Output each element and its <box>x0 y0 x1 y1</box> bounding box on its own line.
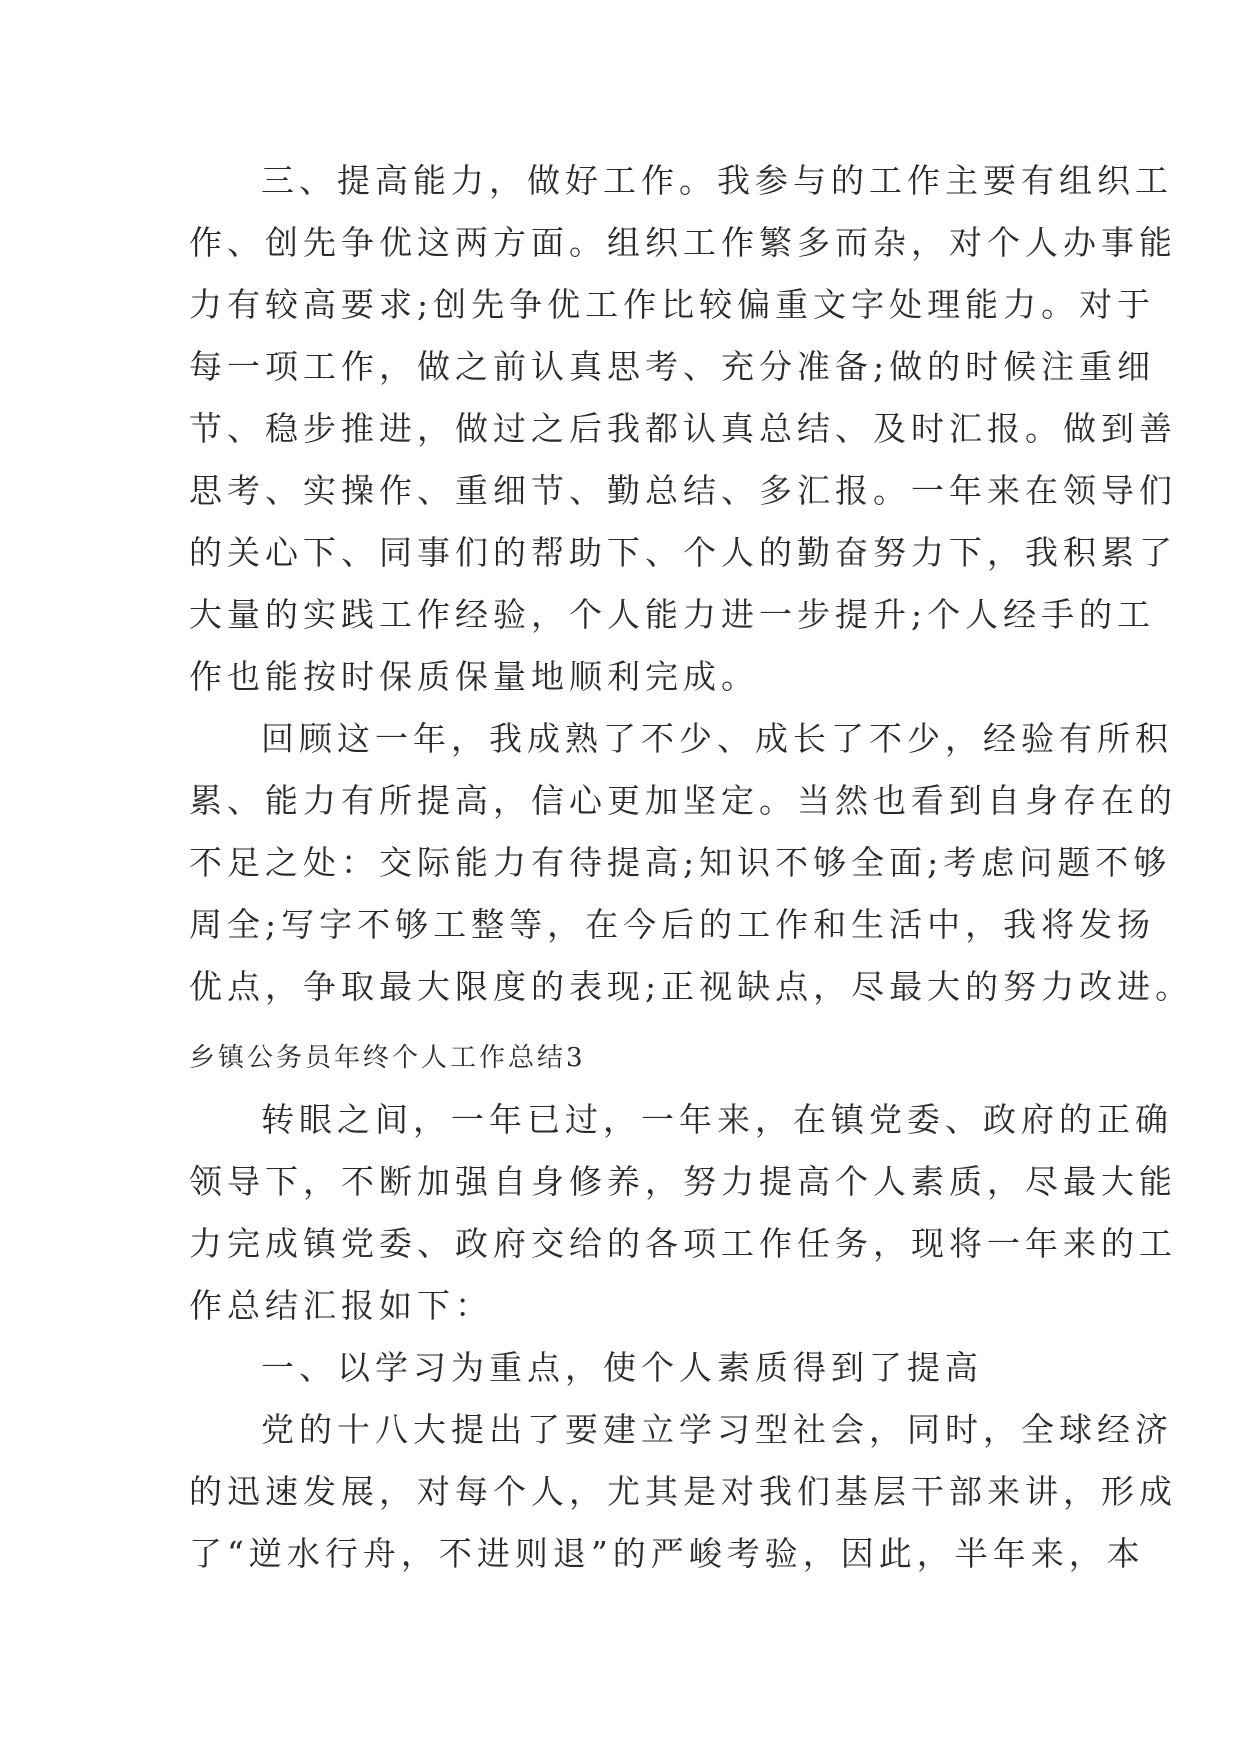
paragraph-line: 三、提高能力，做好工作。我参与的工作主要有组织工 <box>261 161 1173 200</box>
paragraph-line: 作总结汇报如下： <box>189 1286 493 1325</box>
paragraph-line: 党的十八大提出了要建立学习型社会，同时，全球经济 <box>261 1410 1173 1449</box>
paragraph-line: 的迅速发展，对每个人，尤其是对我们基层干部来讲，形成 <box>189 1472 1177 1511</box>
paragraph-line: 思考、实操作、重细节、勤总结、多汇报。一年来在领导们 <box>189 471 1177 510</box>
subheading-line: 一、以学习为重点，使个人素质得到了提高 <box>261 1348 983 1387</box>
paragraph-line: 作、创先争优这两方面。组织工作繁多而杂，对个人办事能 <box>189 223 1177 262</box>
paragraph-line: 大量的实践工作经验，个人能力进一步提升;个人经手的工 <box>189 595 1156 634</box>
paragraph-line: 节、稳步推进，做过之后我都认真总结、及时汇报。做到善 <box>189 409 1177 448</box>
section-heading: 乡镇公务员年终个人工作总结3 <box>189 1043 586 1073</box>
paragraph-line: 周全;写字不够工整等，在今后的工作和生活中，我将发扬 <box>189 905 1156 944</box>
paragraph-line: 每一项工作，做之前认真思考、充分准备;做的时候注重细 <box>189 347 1156 386</box>
paragraph-line: 优点，争取最大限度的表现;正视缺点，尽最大的努力改进。 <box>189 967 1194 1006</box>
paragraph-line: 力有较高要求;创先争优工作比较偏重文字处理能力。对于 <box>189 285 1156 324</box>
paragraph-line: 领导下，不断加强自身修养，努力提高个人素质，尽最大能 <box>189 1162 1177 1201</box>
section-three-paragraphs <box>189 150 1194 1018</box>
paragraph-line: 的关心下、同事们的帮助下、个人的勤奋努力下，我积累了 <box>189 533 1177 572</box>
paragraph-line: 力完成镇党委、政府交给的各项工作任务，现将一年来的工 <box>189 1224 1177 1263</box>
paragraph-line: 累、能力有所提高，信心更加坚定。当然也看到自身存在的 <box>189 781 1177 820</box>
paragraph-line: 转眼之间，一年已过，一年来，在镇党委、政府的正确 <box>261 1100 1173 1139</box>
paragraph-line: 不足之处：交际能力有待提高;知识不够全面;考虑问题不够 <box>189 843 1172 882</box>
summary-three-paragraphs <box>189 1089 1177 1585</box>
paragraph-line: 了“逆水行舟，不进则退”的严峻考验，因此，半年来，本 <box>189 1534 1145 1573</box>
paragraph-line: 回顾这一年，我成熟了不少、成长了不少，经验有所积 <box>261 719 1173 758</box>
paragraph-line: 作也能按时保质保量地顺利完成。 <box>189 657 759 696</box>
